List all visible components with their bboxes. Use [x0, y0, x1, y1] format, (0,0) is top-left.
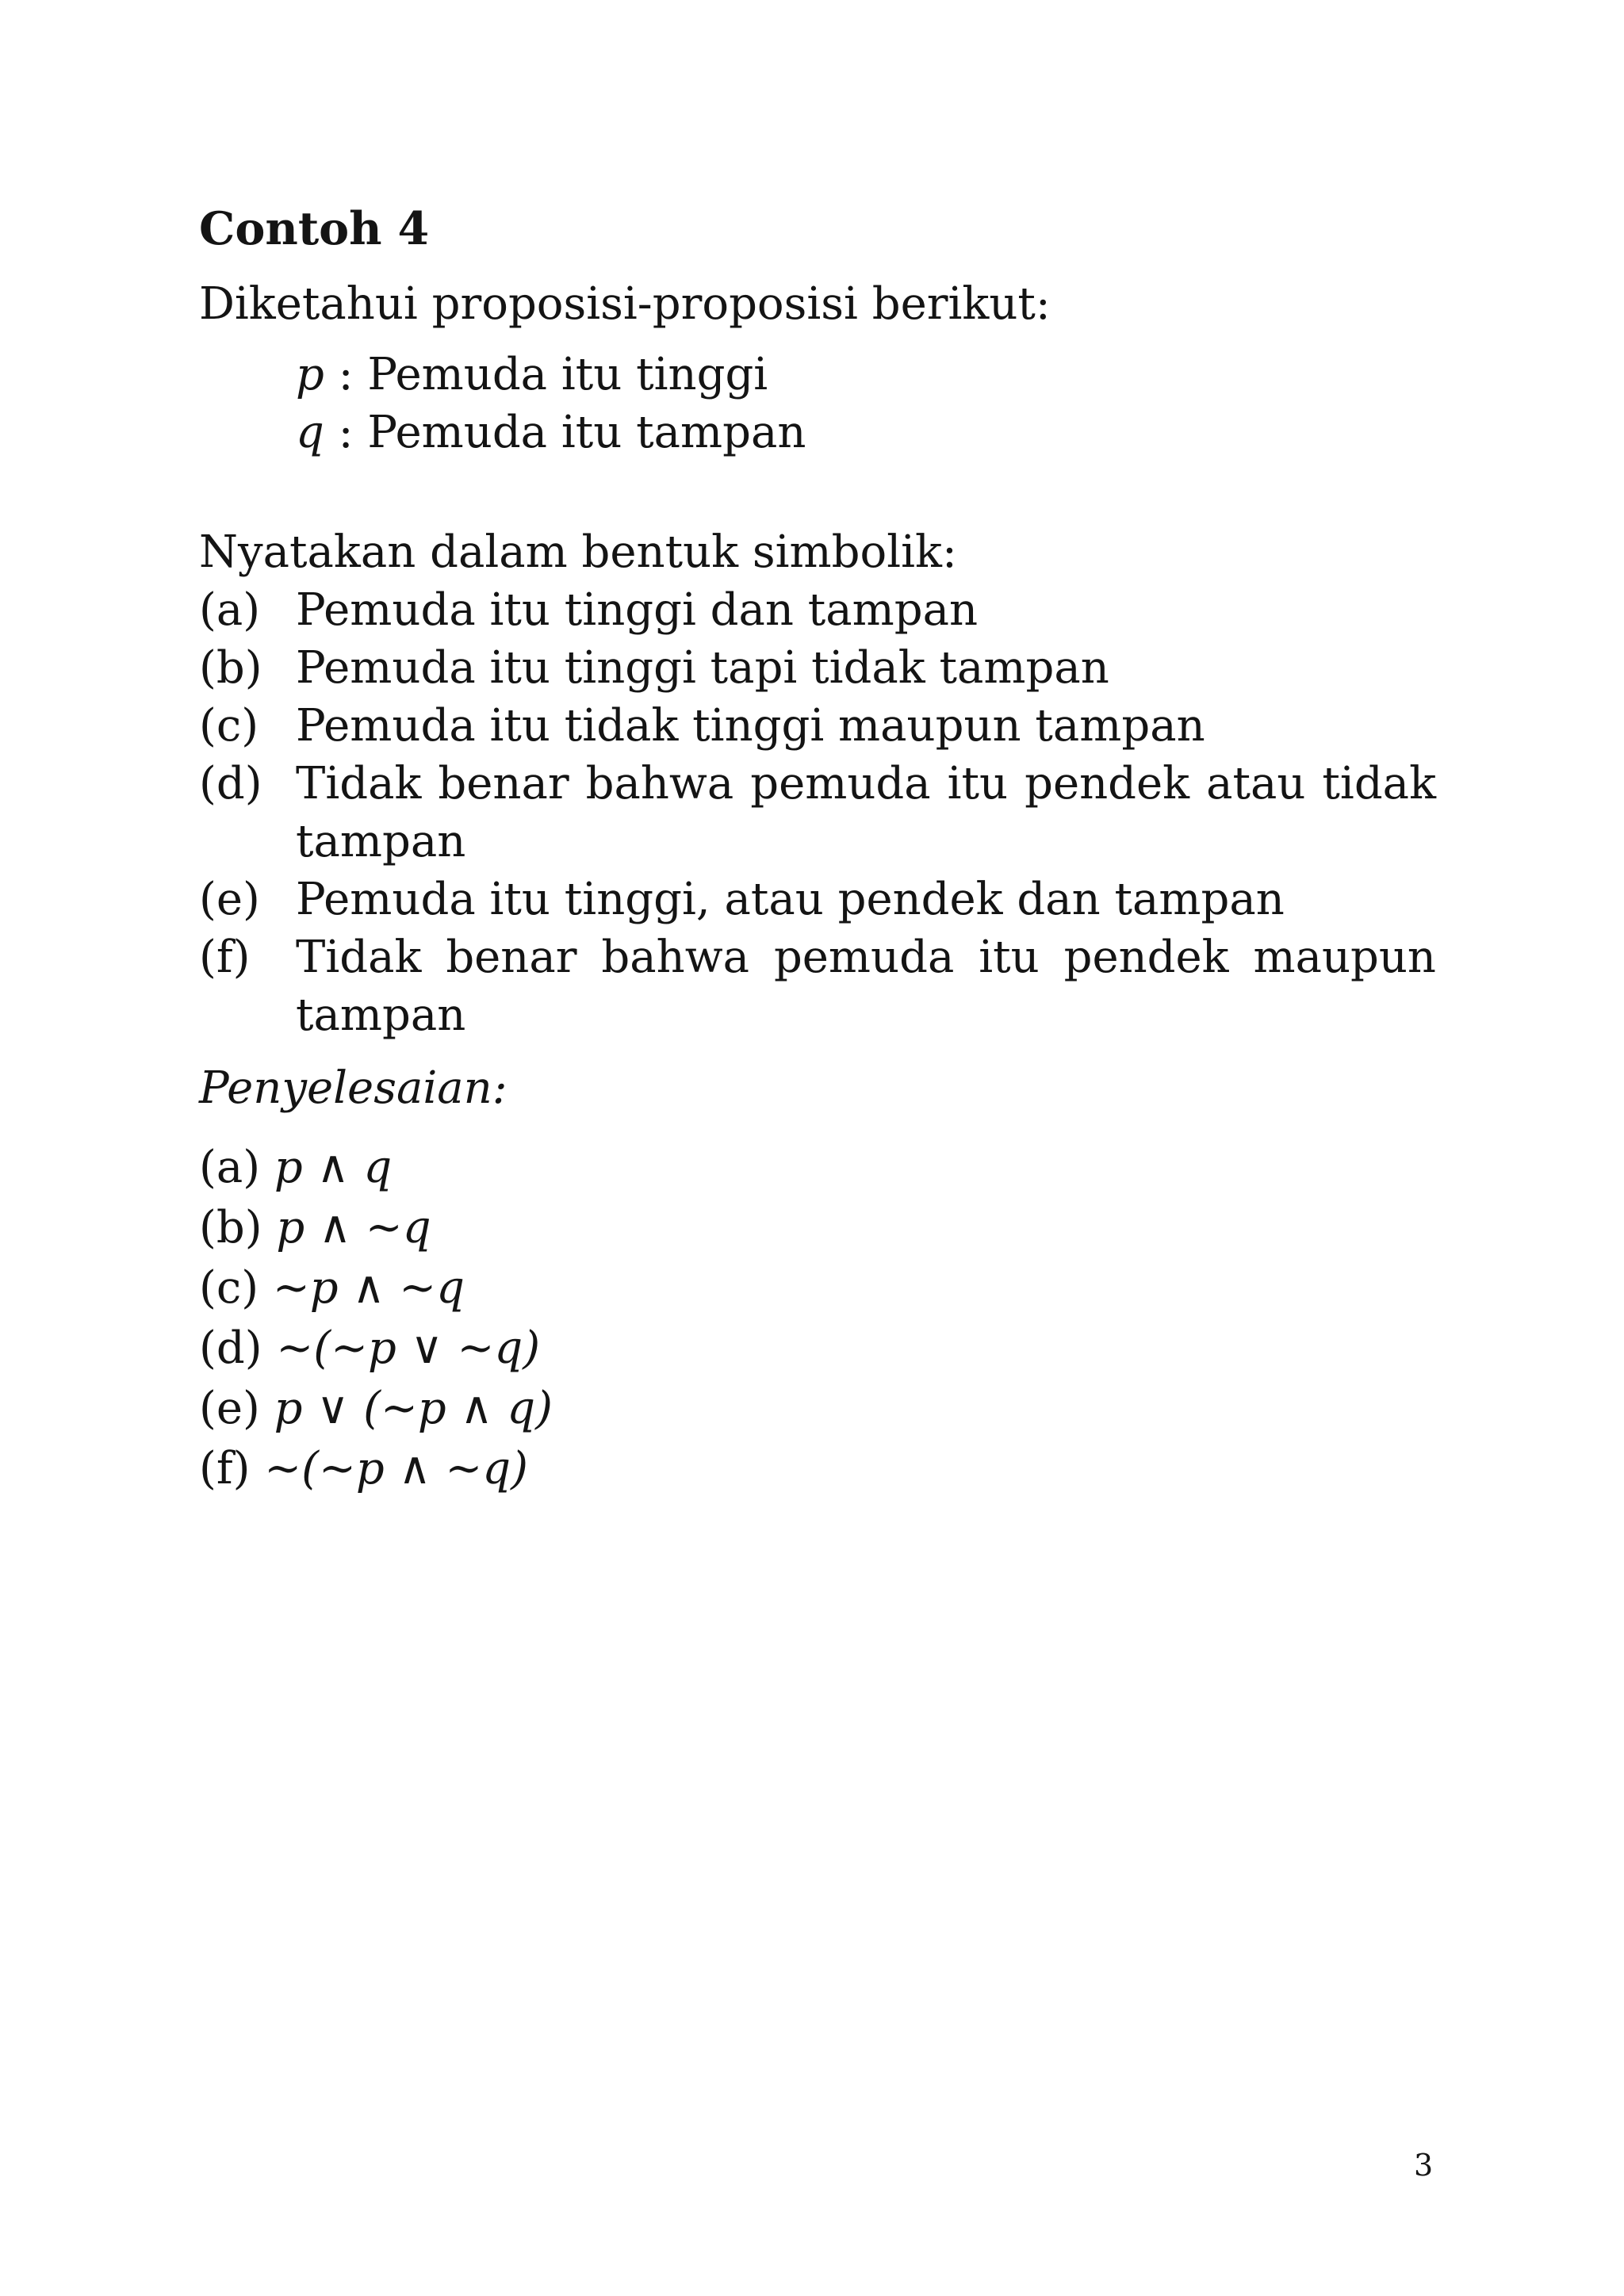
proposition-text: : Pemuda itu tinggi — [338, 349, 768, 400]
statement-line: Tidak benar bahwa pemuda itu pendek maupun — [296, 932, 1436, 983]
statement-text — [296, 755, 1436, 871]
answer-expression: p ∨ (~p ∧ q) — [274, 1383, 553, 1434]
intro-text: Diketahui proposisi-proposisi berikut: — [199, 278, 1051, 330]
statement-text: Pemuda itu tinggi, atau pendek dan tampan — [296, 874, 1285, 925]
solution-label: Penyelesaian: — [199, 1062, 508, 1114]
proposition-variable: q — [296, 407, 324, 458]
statement-line: tampan — [296, 989, 466, 1041]
statement-text: Pemuda itu tinggi tapi tidak tampan — [296, 642, 1109, 694]
answer-marker: (b) — [199, 1202, 262, 1253]
statement-item-d — [199, 755, 1436, 871]
answer-expression: ~p ∧ ~q — [272, 1262, 465, 1314]
statement-text: Pemuda itu tinggi dan tampan — [296, 584, 979, 636]
answer-expression: p ∧ ~q — [276, 1202, 431, 1253]
proposition-text: : Pemuda itu tampan — [338, 407, 806, 458]
answer-marker: (f) — [199, 1443, 251, 1494]
statement-item-c — [199, 697, 1436, 755]
example-heading: Contoh 4 — [199, 202, 430, 255]
statement-marker: (f) — [199, 932, 251, 983]
statement-item-e — [199, 871, 1436, 928]
answer-marker: (d) — [199, 1322, 262, 1374]
answer-expression: ~(~p ∧ ~q) — [264, 1443, 528, 1494]
answer-expression: p ∧ q — [274, 1142, 393, 1193]
answer-item-d — [199, 1318, 540, 1379]
answer-item-c — [199, 1258, 465, 1318]
statement-line: Tidak benar bahwa pemuda itu pendek atau tidak — [296, 758, 1436, 809]
answer-marker: (e) — [199, 1383, 260, 1434]
answer-item-e — [199, 1379, 553, 1439]
statement-item-b — [199, 639, 1436, 697]
proposition-variable: p — [296, 349, 324, 400]
answer-expression: ~(~p ∨ ~q) — [276, 1322, 541, 1374]
statement-item-a — [199, 581, 1436, 639]
answer-item-a — [199, 1138, 392, 1198]
answer-item-f — [199, 1439, 528, 1499]
answer-marker: (c) — [199, 1262, 259, 1314]
page-number: 3 — [1414, 2148, 1434, 2183]
statement-marker: (d) — [199, 758, 262, 809]
statement-marker: (b) — [199, 642, 262, 694]
statement-item-f — [199, 928, 1436, 1044]
answer-marker: (a) — [199, 1142, 261, 1193]
proposition-p — [296, 346, 768, 404]
statement-line: tampan — [296, 816, 466, 867]
proposition-q — [296, 404, 806, 462]
statement-marker: (a) — [199, 584, 261, 636]
answer-item-b — [199, 1198, 431, 1258]
statement-text — [296, 928, 1436, 1044]
instruction-text: Nyatakan dalam bentuk simbolik: — [199, 526, 957, 578]
statement-marker: (e) — [199, 874, 260, 925]
statement-marker: (c) — [199, 700, 259, 752]
statement-text: Pemuda itu tidak tinggi maupun tampan — [296, 700, 1205, 752]
